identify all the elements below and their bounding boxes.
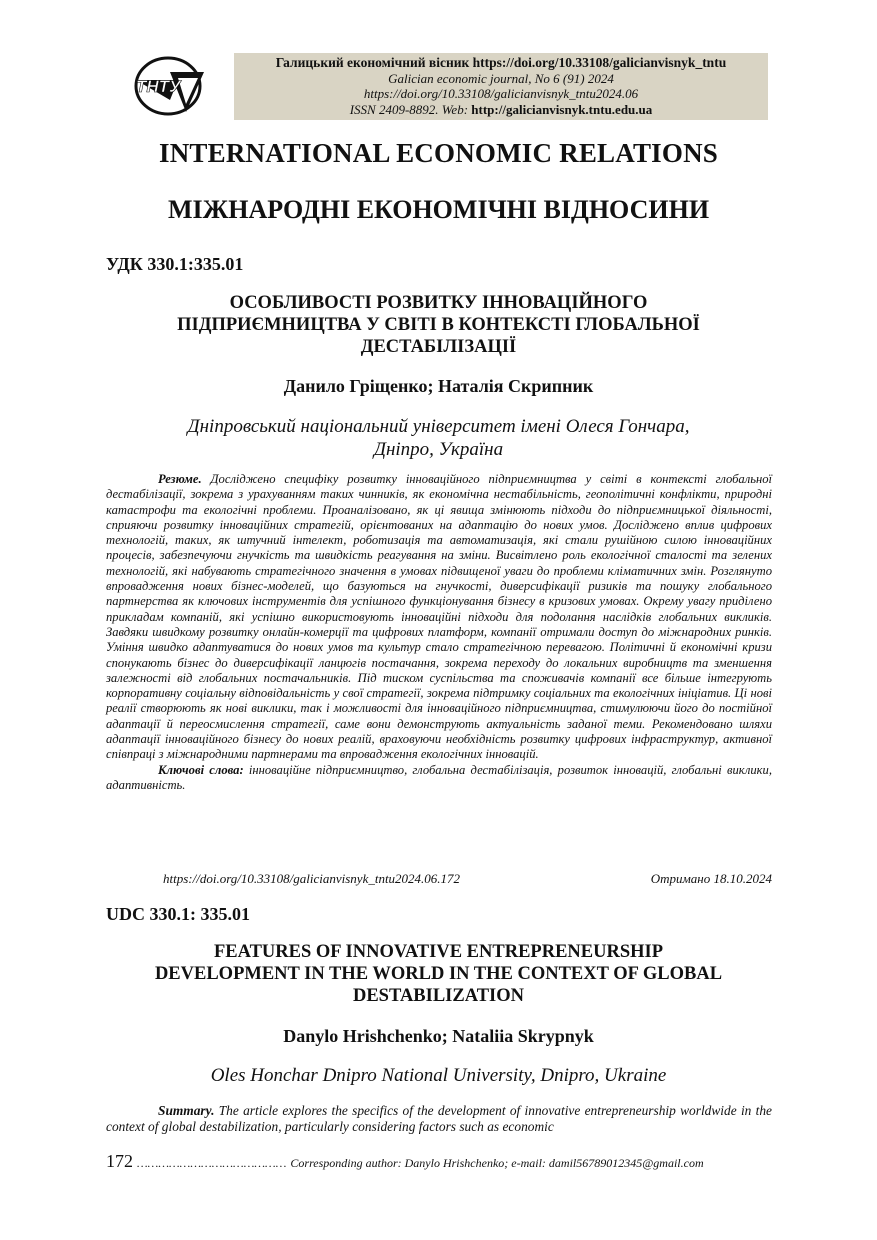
- journal-issue: Galician economic journal, No 6 (91) 2024: [388, 70, 614, 86]
- corresponding-author: Corresponding author: Danylo Hrishchenko; e-mail: damil56789012345@gmail.com: [290, 1156, 704, 1170]
- section-title-en: INTERNATIONAL ECONOMIC RELATIONS: [159, 138, 718, 168]
- summary-en: [106, 1103, 772, 1135]
- affiliation-en: Oles Honchar Dnipro National University, Dnipro, Ukraine: [210, 1065, 667, 1086]
- affiliation-line: Дніпро, Україна: [373, 439, 504, 460]
- journal-name: Галицький економічний вісник https://doi.org/10.33108/galicianvisnyk_tntu: [275, 55, 727, 70]
- title-line: FEATURES OF INNOVATIVE ENTREPRENEURSHIP: [213, 942, 664, 962]
- udk-code: УДК 330.1:335.01: [106, 254, 244, 274]
- issue-doi: https://doi.org/10.33108/galicianvisnyk_tntu2024.06: [363, 86, 639, 101]
- keywords-paragraph: [106, 763, 772, 794]
- issn-text: ISSN 2409-8892. Web:: [349, 101, 472, 117]
- journal-website-link[interactable]: http://galicianvisnyk.tntu.edu.ua: [471, 101, 653, 117]
- page-footer: [106, 1151, 776, 1172]
- affiliation-line: Дніпровський національний університет імені Олеся Гончара,: [187, 416, 690, 437]
- keywords-text: інноваційне підприємництво, глобальна дестабілізація, розвиток інновацій, глобальні виклики, адаптивність.: [106, 762, 773, 792]
- abstract-label: Резюме.: [158, 472, 202, 486]
- logo-lettering: ТНТУ: [136, 77, 181, 96]
- udc-code: UDC 330.1: 335.01: [106, 904, 250, 924]
- journal-header: [234, 53, 768, 120]
- page-number: 172: [106, 1151, 133, 1171]
- abstract-paragraph: [106, 472, 772, 763]
- section-title-ua: МІЖНАРОДНІ ЕКОНОМІЧНІ ВІДНОСИНИ: [167, 195, 710, 224]
- summary-label: Summary.: [158, 1103, 215, 1118]
- article-title-en: [100, 941, 777, 1007]
- authors-ua: Данило Гріщенко; Наталія Скрипник: [283, 376, 594, 396]
- abstract-ua: [106, 472, 772, 793]
- issn-line: [234, 102, 768, 118]
- keywords-label: Ключові слова:: [158, 762, 244, 777]
- title-line: ПІДПРИЄМНИЦТВА У СВІТІ В КОНТЕКСТІ ГЛОБАЛЬНОЇ: [177, 315, 700, 335]
- title-line: ДЕСТАБІЛІЗАЦІЇ: [360, 337, 517, 357]
- title-line: DESTABILIZATION: [352, 986, 524, 1006]
- article-title-ua: [100, 292, 777, 358]
- summary-paragraph: [106, 1103, 772, 1135]
- abstract-text: Досліджено специфіку розвитку інноваційного підприємництва у світі в контексті глобальної дестабілізації, зокрема з урахуванням таких чинників, як економічна нестабільність, геополітичні конфлікти, природні катастрофи та екологічні проблеми. Проаналізовано, як ці явища змінюють підходи до підприємницької діяльності, сприяючи розвитку інноваційних стратегій, орієнтованих на адаптацію до нових умов. Досліджено вплив цифрових технологій, таких, як штучний інтелект, роботизація та автоматизація, які стали рушійною силою інноваційних процесів, забезпечуючи гнучкість та швидкість реагування на зміни. Висвітлено роль екологічної сталості та зелених технологій, які набувають стратегічного значення в умовах підвищеної уваги до проблеми кліматичних змін. Розглянуто впровадження нових бізнес-моделей, що базуються на гнучкості, диверсифікації ризиків та пошуку глобального партнерства як ключових інструментів для успішного функціонування бізнесу в кризових умовах. Окрему увагу приділено прикладам компаній, які успішно використовують інноваційні підходи для подолання наслідків глобальних викликів. Завдяки швидкому розвитку онлайн-комерції та цифрових платформ, компанії отримали доступ до міжнародних ринків. Уміння швидко адаптуватися до нових умов та культур стало стратегічною перевагою. Політичні й економічні кризи спонукають бізнес до диверсифікації ланцюгів постачання, зокрема переходу до локальних виробництв та зменшення залежності від глобальних постачальників. Під тиском суспільства та споживачів компанії все більше інтегрують корпоративну соціальну відповідальність у свої стратегії, зокрема підтримку соціальних та екологічних ініціатив. Ці нові реалії створюють як нові виклики, так і можливості для інноваційного підприємництва, стимулюючи його до постійної адаптації й переосмислення стратегії, саме вони демонструють актуальність заданої теми. Рекомендовано шляхи адаптації інноваційного бізнесу до нових реалій, враховуючи необхідність розвитку цифрових інфраструктур, активної співпраці з міжнародними партнерами та впровадження екологічних інновацій.: [106, 472, 772, 762]
- authors-en: Danylo Hrishchenko; Nataliia Skrypnyk: [283, 1026, 594, 1046]
- title-line: DEVELOPMENT IN THE WORLD IN THE CONTEXT OF GLOBAL: [154, 964, 723, 984]
- article-doi[interactable]: https://doi.org/10.33108/galicianvisnyk_tntu2024.06.172: [163, 871, 461, 886]
- received-date: Отримано 18.10.2024: [650, 871, 772, 886]
- title-line: ОСОБЛИВОСТІ РОЗВИТКУ ІННОВАЦІЙНОГО: [229, 293, 648, 313]
- footer-dots: ……………………………………: [137, 1156, 287, 1170]
- summary-text: The article explores the specifics of the development of innovative entrepreneurship worldwide in the context of global destabilization, particularly considering factors such as economic: [106, 1103, 772, 1134]
- journal-logo: [130, 50, 210, 120]
- affiliation-ua: [100, 415, 777, 461]
